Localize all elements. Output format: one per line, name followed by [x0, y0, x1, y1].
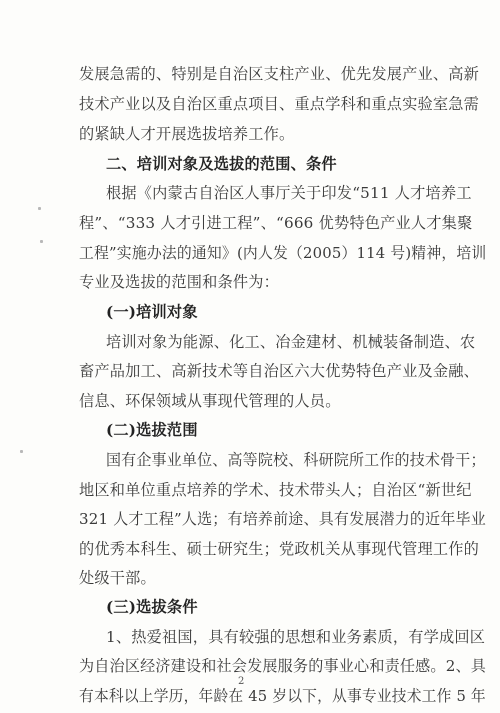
paragraph-line: 处级干部。 — [79, 569, 156, 587]
subsection-heading: (二)选拔范围 — [106, 421, 198, 439]
subsection-heading: (一)培训对象 — [106, 303, 198, 321]
paragraph-line: 的紧缺人才开展选拔培养工作。 — [79, 125, 295, 143]
paragraph-line: 专业及选拔的范围和条件为： — [79, 273, 280, 291]
paragraph-line: 有本科以上学历，年龄在 45 岁以下，从事专业技术工作 5 年 — [79, 687, 486, 705]
section-heading: 二、培训对象及选拔的范围、条件 — [106, 155, 337, 173]
subsection-heading: (三)选拔条件 — [106, 598, 198, 616]
paragraph-line: 的优秀本科生、硕士研究生；党政机关从事现代管理工作的 — [79, 540, 480, 558]
paragraph-line: 1、热爱祖国，具有较强的思想和业务素质，有学成回区 — [106, 628, 486, 646]
paragraph-line: 国有企事业单位、高等院校、科研院所工作的技术骨干； — [106, 451, 486, 469]
scan-mark — [38, 207, 41, 210]
paragraph-line: 信息、环保领域从事现代管理的人员。 — [79, 392, 341, 410]
scan-mark — [20, 450, 23, 453]
paragraph-line: 地区和单位重点培养的学术、技术带头人；自治区“新世纪 — [79, 481, 472, 499]
paragraph-line: 为自治区经济建设和社会发展服务的事业心和责任感。2、具 — [79, 657, 487, 675]
paragraph-line: 程”、“333 人才引进工程”、“666 优势特色产业人才集聚 — [79, 214, 473, 232]
paragraph-line: 培训对象为能源、化工、冶金建材、机械装备制造、农 — [106, 333, 476, 351]
scan-mark — [40, 240, 43, 243]
paragraph-line: 技术产业以及自治区重点项目、重点学科和重点实验室急需 — [79, 95, 480, 113]
paragraph-line: 工程”实施办法的通知》(内人发（2005）114 号)精神，培训 — [79, 244, 487, 262]
paragraph-line: 321 人才工程”人选；有培养前途、具有发展潜力的近年毕业 — [79, 510, 486, 528]
page-number: 2 — [238, 676, 245, 687]
paragraph-line: 发展急需的、特别是自治区支柱产业、优先发展产业、高新 — [79, 65, 480, 83]
paragraph-line: 根据《内蒙古自治区人事厅关于印发“511 人才培养工 — [106, 184, 472, 202]
paragraph-line: 畜产品加工、高新技术等自治区六大优势特色产业及金融、 — [79, 362, 480, 380]
